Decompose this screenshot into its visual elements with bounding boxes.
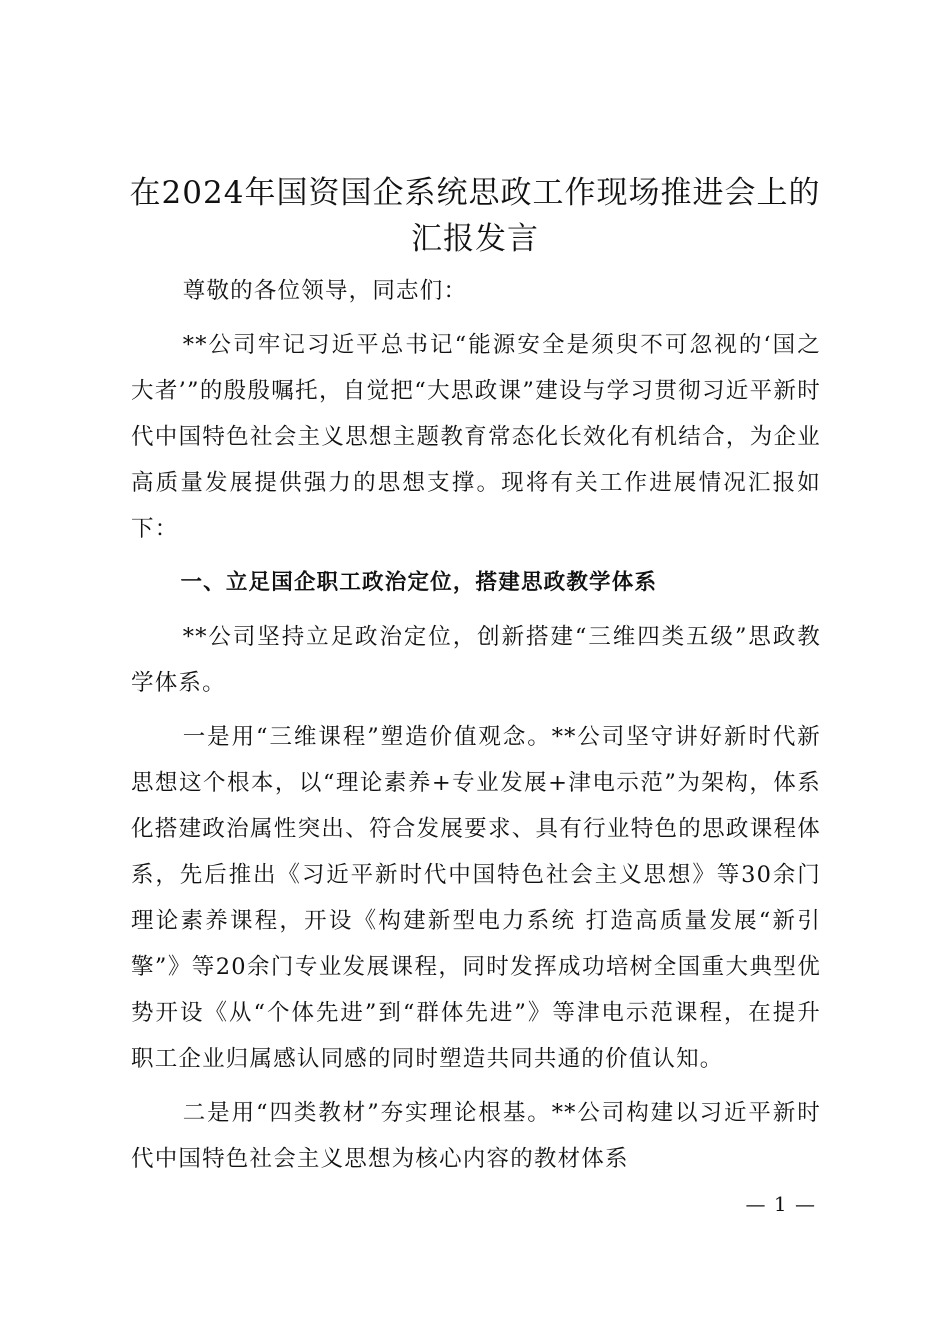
section-intro: **公司坚持立足政治定位，创新搭建“三维四类五级”思政教学体系。 <box>131 624 821 696</box>
section-point-2: 二是用“四类教材”夯实理论根基。**公司构建以习近平新时代中国特色社会主义思想为核心内容的教材体系 <box>131 1100 821 1172</box>
section-heading: 一、立足国企职工政治定位，搭建思政教学体系 <box>180 570 658 595</box>
page-number: — 1 — <box>745 1192 816 1216</box>
document-title: 在2024年国资国企系统思政工作现场推进会上的汇报发言 <box>129 175 821 257</box>
paragraph: **公司牢记习近平总书记“能源安全是须臾不可忽视的‘国之大者’”的殷殷嘱托，自觉把“大思政课”建设与学习贯彻习近平新时代中国特色社会主义思想主题教育常态化长效化有机结合，为企业高质量发展提供强力的思想支撑。现将有关工作进展情况汇报如下： <box>131 332 821 542</box>
salutation: 尊敬的各位领导，同志们： <box>182 278 468 304</box>
section-point-1: 一是用“三维课程”塑造价值观念。**公司坚守讲好新时代新思想这个根本，以“理论素养+专业发展+津电示范”为架构，体系化搭建政治属性突出、符合发展要求、具有行业特色的思政课程体系，先后推出《习近平新时代中国特色社会主义思想》等30余门理论素养课程，开设《构建新型电力系统 打造高质量发展“新引擎”》等20余门专业发展课程，同时发挥成功培树全国重大典型优势开设《从“个体先进”到“群体先进”》等津电示范课程，在提升职工企业归属感认同感的同时塑造共同共通的价值认知。 <box>131 724 821 1072</box>
document-body <box>131 268 821 1182</box>
